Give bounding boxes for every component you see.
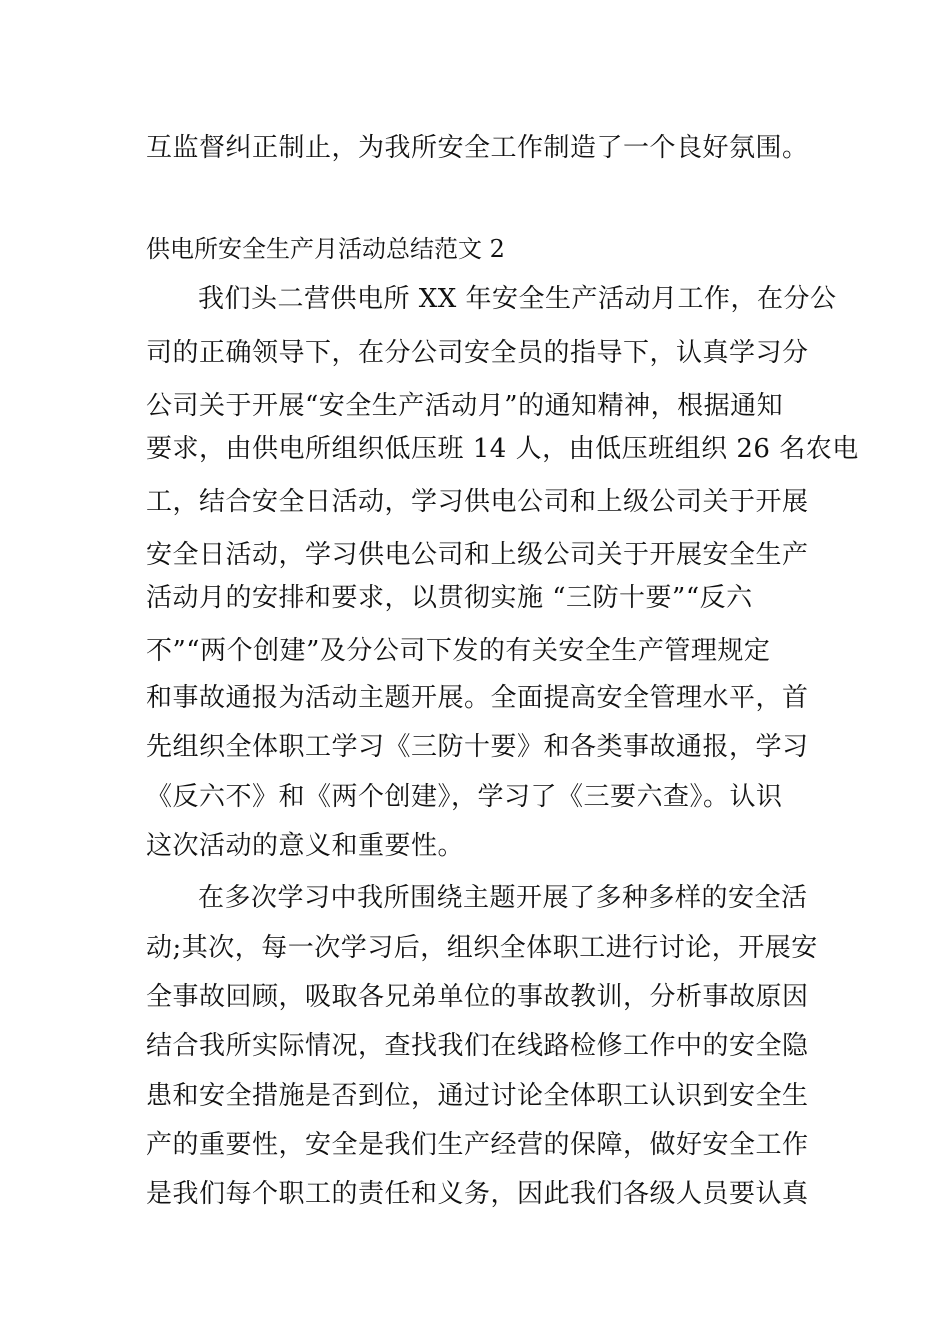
- paragraph-line: 在多次学习中我所围绕主题开展了多种多样的安全活: [198, 883, 808, 913]
- paragraph-line: 患和安全措施是否到位，通过讨论全体职工认识到安全生: [146, 1081, 809, 1111]
- paragraph-line: 要求，由供电所组织低压班 14 人，由低压班组织 26 名农电: [146, 434, 859, 464]
- paragraph-line: 是我们每个职工的责任和义务，因此我们各级人员要认真: [146, 1179, 809, 1209]
- paragraph-line: 公司关于开展“安全生产活动月”的通知精神，根据通知: [146, 391, 784, 421]
- paragraph-line: 不”“两个创建”及分公司下发的有关安全生产管理规定: [146, 636, 771, 666]
- section-title: 供电所安全生产月活动总结范文 2: [146, 235, 505, 263]
- paragraph-line: 结合我所实际情况，查找我们在线路检修工作中的安全隐: [146, 1031, 809, 1061]
- paragraph-line: 安全日活动，学习供电公司和上级公司关于开展安全生产: [146, 540, 809, 570]
- paragraph-line: 产的重要性，安全是我们生产经营的保障，做好安全工作: [146, 1130, 809, 1160]
- paragraph-line: 活动月的安排和要求，以贯彻实施 “三防十要”“反六: [146, 583, 753, 613]
- continuation-line: 互监督纠正制止，为我所安全工作制造了一个良好氛围。: [146, 133, 809, 163]
- paragraph-line: 《反六不》和《两个创建》，学习了《三要六查》。认识: [146, 782, 783, 812]
- paragraph-line: 动;其次，每一次学习后，组织全体职工进行讨论，开展安: [146, 933, 818, 963]
- paragraph-line: 先组织全体职工学习《三防十要》和各类事故通报，学习: [146, 732, 809, 762]
- paragraph-line: 全事故回顾，吸取各兄弟单位的事故教训，分析事故原因: [146, 982, 809, 1012]
- paragraph-line: 这次活动的意义和重要性。: [146, 831, 465, 861]
- paragraph-line: 司的正确领导下，在分公司安全员的指导下，认真学习分: [146, 338, 809, 368]
- paragraph-line: 我们头二营供电所 XX 年安全生产活动月工作，在分公: [198, 284, 837, 314]
- paragraph-line: 和事故通报为活动主题开展。全面提高安全管理水平，首: [146, 683, 809, 713]
- paragraph-line: 工，结合安全日活动，学习供电公司和上级公司关于开展: [146, 487, 809, 517]
